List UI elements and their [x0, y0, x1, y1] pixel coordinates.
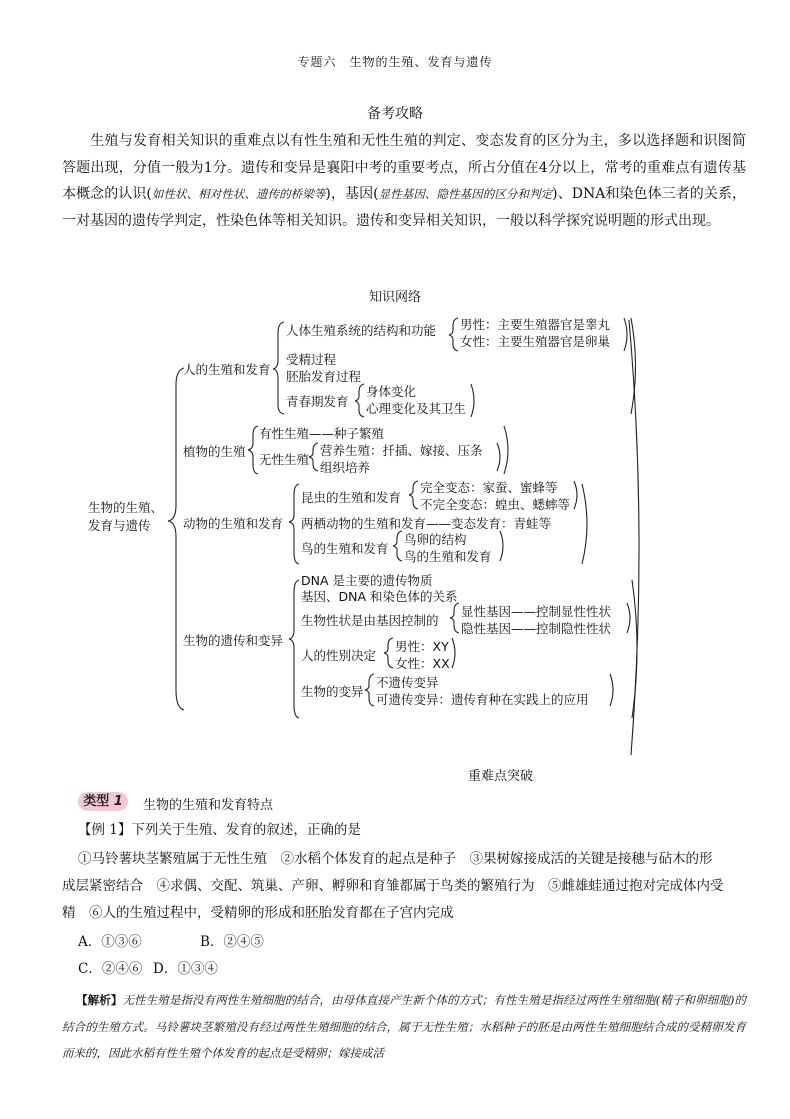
plant-vegetative: 营养生殖：扦插、嫁接、压条: [320, 443, 483, 458]
human-label: 人的生殖和发育: [183, 362, 271, 377]
close-paren: [497, 443, 500, 471]
close-paren: [452, 638, 455, 668]
human-embryo: 胚胎发育过程: [286, 369, 362, 384]
close-paren: [500, 531, 503, 561]
strategy-text-3: )、DNA和染色体三者的关系，一对基因的遗传学判定，性染色体等相关知识。遗传和变异相关知识，一般以科学探究说明题的形式出现。: [62, 186, 747, 229]
variation-brace: [365, 674, 374, 706]
heredity-relation: 基因、DNA 和染色体的关系: [301, 589, 458, 604]
human-puberty: 青春期发育: [286, 394, 349, 409]
heredity-dominant: 显性基因——控制显性性状: [461, 604, 612, 619]
option-c: C．②④⑥: [78, 961, 143, 977]
network-root: 生物的生殖、发育与遗传: [88, 500, 164, 533]
heredity-brace: [289, 580, 299, 718]
human-system: 人体生殖系统的结构和功能: [286, 323, 437, 338]
option-a: A．①③⑥: [78, 934, 142, 950]
animal-brace: [289, 484, 299, 564]
close-paren: [574, 481, 577, 509]
example-statement-3: 精 ⑥人的生殖过程中，受精卵的形成和胚胎发育都在子宫内完成: [62, 905, 454, 921]
human-male: 男性：主要生殖器官是睾丸: [460, 317, 611, 332]
example-stem: 【例 1】下列关于生殖、发育的叙述，正确的是: [78, 822, 361, 838]
type-badge-number: 1: [113, 794, 123, 809]
running-header: 专题六 生物的生殖、发育与遗传: [297, 55, 493, 69]
strategy-text-1: 生殖与发育相关知识的重难点以有性生殖和无性生殖的判定、变态发育的区分为主，多以选择题和识图简答题出现，分值一般为1分。遗传和变异是襄阳中考的重要考点，所占分值在4分以上，常考的重难点有遗传基本概念的认识(: [62, 133, 746, 202]
plant-sexual: 有性生殖——种子繁殖: [259, 426, 385, 441]
close-paren: [582, 484, 587, 564]
close-paren: [627, 603, 630, 633]
animal-incomplete: 不完全变态：蝗虫、蟋蟀等: [420, 497, 571, 512]
analysis-label: 【解析】: [76, 993, 123, 1007]
close-paren: [504, 426, 508, 474]
close-paren: [471, 384, 474, 417]
plant-label: 植物的生殖: [183, 444, 246, 459]
type-badge-text: 类型: [83, 794, 110, 809]
strategy-title: 备考攻略: [367, 106, 423, 122]
close-paren: [610, 674, 613, 706]
type-badge: [78, 792, 128, 811]
insect-brace: [409, 481, 418, 509]
human-brace: [273, 322, 284, 414]
plant-asexual: 无性生殖: [259, 452, 310, 467]
sex-organ-brace: [449, 318, 458, 351]
puberty-brace: [355, 384, 364, 417]
human-body-change: 身体变化: [366, 384, 417, 399]
option-d: D．①③④: [153, 961, 218, 977]
sex-determination-brace: [384, 638, 393, 668]
close-paren-outer: [629, 320, 639, 755]
analysis-paragraph: [62, 987, 746, 1067]
network-title: 知识网络: [368, 290, 421, 305]
breakthrough-title: 重难点突破: [468, 769, 534, 784]
plant-brace: [248, 426, 258, 474]
heredity-variation: 生物的变异: [301, 684, 364, 699]
animal-bird-repro: 鸟的生殖和发育: [404, 549, 492, 564]
heredity-non-heritable: 不遗传变异: [376, 675, 439, 690]
human-female: 女性：主要生殖器官是卵巢: [460, 334, 611, 349]
heredity-dna: DNA 是主要的遗传物质: [301, 573, 433, 588]
heredity-trait: 生物性状是由基因控制的: [301, 613, 439, 628]
option-b: B．②④⑤: [200, 934, 264, 950]
heredity-male-xy: 男性：XY: [395, 639, 449, 654]
strategy-text-2: )，基因(: [325, 186, 379, 202]
bird-brace: [393, 531, 402, 561]
animal-amphibian: 两栖动物的生殖和发育——变态发育：青蛙等: [301, 516, 552, 531]
heredity-heritable: 可遗传变异：遗传育种在实践上的应用: [376, 692, 589, 707]
close-paren: [624, 318, 627, 351]
animal-complete: 完全变态：家蚕、蜜蜂等: [420, 480, 558, 495]
human-fertilization: 受精过程: [286, 352, 337, 367]
heredity-label: 生物的遗传和变异: [183, 633, 284, 648]
plant-tissue: 组织培养: [320, 460, 371, 475]
animal-egg: 鸟卵的结构: [404, 532, 467, 547]
animal-bird: 鸟的生殖和发育: [301, 541, 389, 556]
heredity-sex: 人的性别决定: [301, 648, 377, 663]
analysis-text: 无性生殖是指没有两性生殖细胞的结合，由母体直接产生新个体的方式；有性生殖是指经过两性生殖细胞(精子和卵细胞)的结合的生殖方式。马铃薯块茎繁殖没有经过两性生殖细胞的结合，属于无性生殖；水稻种子的胚是由两性生殖细胞结合成的受精卵发育而来的，因此水稻有性生殖个体发育的起点是受精卵；嫁接成活: [62, 993, 746, 1060]
strategy-note-1: 如性状、相对性状、遗传的桥梁等: [151, 187, 326, 201]
example-statement-1: ①马铃薯块茎繁殖属于无性生殖 ②水稻个体发育的起点是种子 ③果树嫁接成活的关键是接穗与砧木的形: [78, 851, 713, 867]
animal-label: 动物的生殖和发育: [183, 516, 284, 531]
asexual-brace: [309, 443, 318, 471]
strategy-note-2: 显性基因、隐性基因的区分和判定: [378, 187, 553, 201]
root-brace: [168, 368, 184, 710]
animal-insect: 昆虫的生殖和发育: [301, 490, 402, 505]
example-statement-2: 成层紧密结合 ④求偶、交配、筑巢、产卵、孵卵和育雏都属于鸟类的繁殖行为 ⑤雌雄蛙通过抱对完成体内受: [62, 878, 724, 894]
heredity-recessive: 隐性基因——控制隐性性状: [461, 621, 612, 636]
human-mind-change: 心理变化及其卫生: [366, 401, 467, 416]
type-title: 生物的生殖和发育特点: [143, 798, 274, 813]
heredity-female-xx: 女性：XX: [395, 656, 450, 671]
gene-brace: [450, 603, 459, 633]
